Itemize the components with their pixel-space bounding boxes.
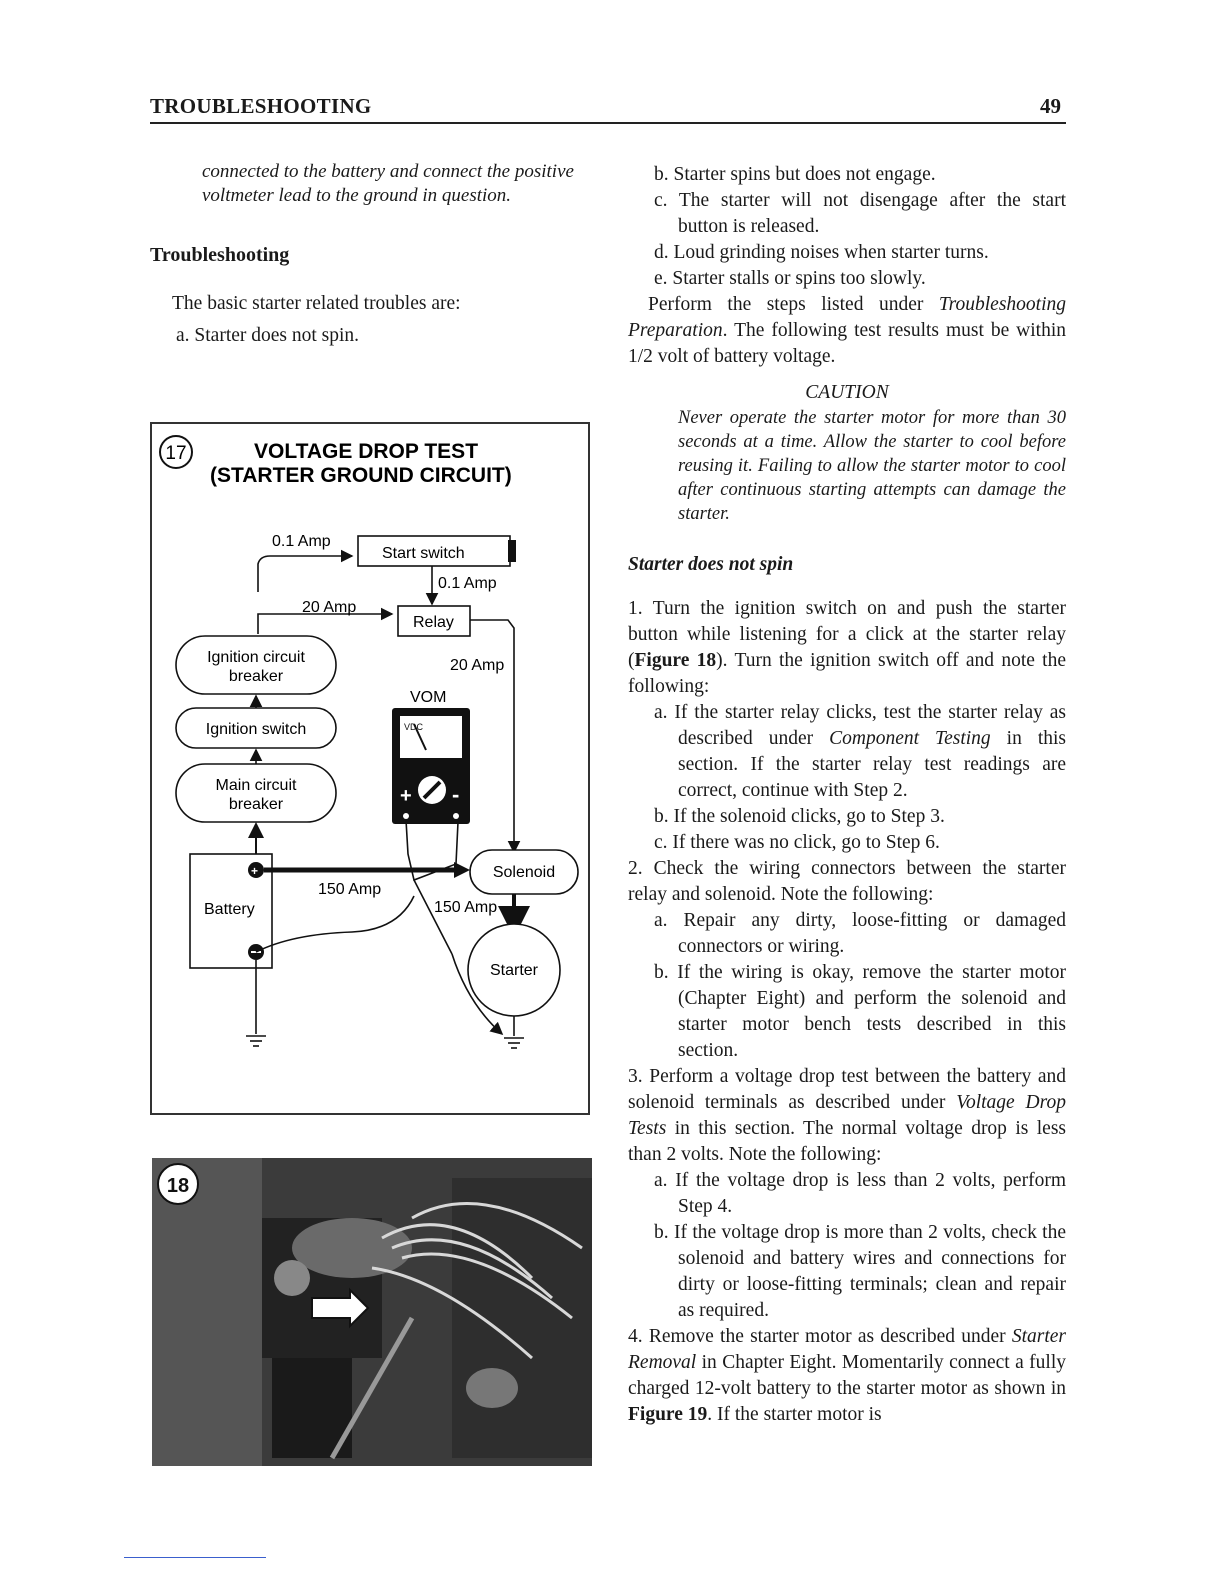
main-cb-label-1: Main circuit: [215, 777, 297, 794]
step-4-text-1: 4. Remove the starter motor as described under: [628, 1326, 1012, 1347]
preparation-paragraph: [628, 292, 1066, 370]
amp-label-150-a: 150 Amp: [318, 881, 382, 898]
wiring-diagram: [152, 424, 588, 1113]
vdc-label: VDC: [404, 722, 424, 732]
header-rule: [150, 122, 1066, 124]
starter-removal-reference: Starter Removal: [628, 1326, 1066, 1373]
step-2b: b. If the wiring is okay, remove the starter motor (Chapter Eight) and perform the solenoid and starter motor bench tests described in this section.: [654, 962, 1066, 1061]
step-3-text-2: in this section. The normal voltage drop is less than 2 volts. Note the following:: [628, 1118, 1066, 1165]
starter-label: Starter: [489, 962, 539, 979]
amp-label-01-b: 0.1 Amp: [438, 575, 497, 592]
figure-title-line1: VOLTAGE DROP TEST: [254, 440, 479, 463]
prep-text-2: . The following test results must be within 1/2 volt of battery voltage.: [628, 320, 1066, 367]
page-number: 49: [1040, 94, 1061, 118]
prep-text-1: Perform the steps listed under: [648, 294, 939, 315]
step-3a: a. If the voltage drop is less than 2 volts, perform Step 4.: [654, 1170, 1066, 1217]
vom-minus: -: [452, 782, 460, 807]
step-2: 2. Check the wiring connectors between the starter relay and solenoid. Note the following:: [628, 858, 1066, 905]
running-header-title: TROUBLESHOOTING: [150, 94, 372, 118]
ground-symbol-right: [504, 1038, 524, 1048]
amp-label-20-a: 20 Amp: [302, 599, 357, 616]
step-1-text-a: 1. Turn the ignition switch on and push the starter button while listening for a click at the starter relay (: [628, 598, 1066, 671]
figure-18-photo: [152, 1158, 592, 1466]
list-item-c: c. The starter will not disengage after the start button is released.: [654, 190, 1066, 237]
step-1: [628, 596, 1066, 700]
main-cb-label-2: breaker: [228, 796, 284, 813]
starter-relay-photo: [152, 1158, 592, 1466]
caution-text: Never operate the starter motor for more than 30 seconds at a time. Allow the starter to cool before reusing it. Failing to allow the starter motor to cool after continuous starting attempts can damage the starter.: [678, 408, 1066, 524]
amp-label-20-b: 20 Amp: [450, 657, 505, 674]
figure-18-number: 18: [166, 1175, 190, 1197]
step-4-text-3: . If the starter motor is: [707, 1404, 882, 1425]
right-column: [628, 162, 1066, 1428]
vom-label: VOM: [410, 689, 447, 706]
start-switch-button: [508, 540, 516, 562]
step-1a-text-2: in this section. If the starter relay test readings are correct, continue with Step 2.: [678, 728, 1066, 801]
vom-plus: +: [400, 785, 412, 807]
left-column: [150, 160, 590, 349]
step-3-text-1: 3. Perform a voltage drop test between the battery and solenoid terminals as described under: [628, 1066, 1066, 1113]
component-testing-reference: Component Testing: [829, 728, 991, 749]
step-4: [628, 1324, 1066, 1428]
list-item-e: e. Starter stalls or spins too slowly.: [654, 268, 926, 289]
step-1c: c. If there was no click, go to Step 6.: [654, 832, 940, 853]
vom-meter: [392, 708, 470, 824]
amp-label-150-b: 150 Amp: [434, 899, 498, 916]
step-2a: a. Repair any dirty, loose-fitting or damaged connectors or wiring.: [654, 910, 1066, 957]
step-3b: b. If the voltage drop is more than 2 volts, check the solenoid and battery wires and connections for dirty or loose-fitting terminals; clean and repair as required.: [654, 1222, 1066, 1321]
voltage-drop-tests-reference: Voltage Drop Tests: [628, 1092, 1066, 1139]
solenoid-label: Solenoid: [492, 864, 556, 881]
section-heading-troubleshooting: Troubleshooting: [150, 244, 290, 266]
step-1a: [628, 700, 1066, 804]
figure-19-reference: Figure 19: [628, 1404, 708, 1425]
footer-rule: [124, 1557, 266, 1558]
step-1a-text-1: a. If the starter relay clicks, test the starter relay as described under: [654, 702, 1066, 749]
prep-reference: Troubleshooting Preparation: [628, 294, 1066, 341]
continued-note: connected to the battery and connect the positive voltmeter lead to the ground in question.: [202, 161, 574, 206]
ignition-cb-label-1: Ignition circuit: [207, 649, 305, 666]
subheading-starter-does-not-spin: Starter does not spin: [628, 554, 794, 575]
battery-label: Battery: [204, 901, 255, 918]
ignition-switch-label: Ignition switch: [205, 721, 307, 738]
amp-label-01-a: 0.1 Amp: [272, 533, 331, 550]
caution-title: CAUTION: [805, 382, 889, 403]
intro-paragraph: The basic starter related troubles are:: [172, 293, 461, 314]
step-1-text-b: ). Turn the ignition switch off and note the following:: [628, 650, 1066, 697]
list-item-a: a. Starter does not spin.: [176, 325, 360, 346]
ground-symbol-left: [246, 1036, 266, 1046]
start-switch-label: Start switch: [382, 545, 465, 562]
figure-17-voltage-drop-diagram: [150, 422, 590, 1115]
step-4-text-2: in Chapter Eight. Momentarily connect a fully charged 12-volt battery to the starter motor as shown in: [628, 1352, 1066, 1399]
figure-number-badge: [160, 436, 192, 468]
list-item-d: d. Loud grinding noises when starter turns.: [654, 242, 989, 263]
relay-label: Relay: [413, 614, 454, 631]
list-item-b: b. Starter spins but does not engage.: [654, 164, 936, 185]
figure-number-text: 17: [165, 443, 187, 464]
figure-title-line2: (STARTER GROUND CIRCUIT): [210, 464, 512, 487]
battery-plus-sign: +: [251, 864, 259, 878]
step-3: [628, 1064, 1066, 1168]
ignition-cb-label-2: breaker: [228, 668, 284, 685]
figure-18-reference: Figure 18: [634, 650, 717, 671]
step-1b: b. If the solenoid clicks, go to Step 3.: [654, 806, 945, 827]
